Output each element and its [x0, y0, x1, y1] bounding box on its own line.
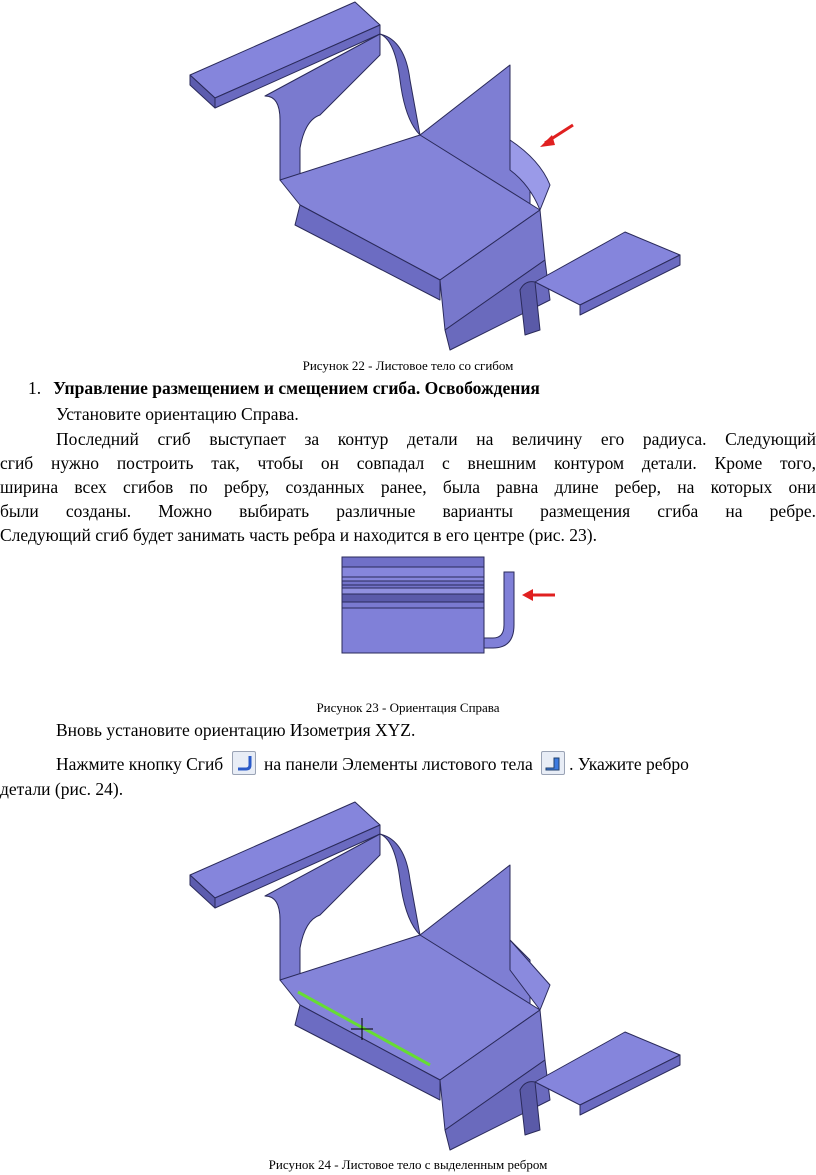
- paragraph-4: [56, 751, 816, 776]
- figure-24-selected-edge: [180, 800, 700, 1152]
- paragraph-4-part-c: . Укажите ребро: [569, 754, 689, 774]
- figure-22-sheet-body: [180, 0, 700, 352]
- paragraph-1: Установите ориентацию Справа.: [56, 404, 299, 424]
- figure-23-right-view: [330, 555, 570, 695]
- section-heading: [28, 378, 540, 399]
- section-number: 1.: [28, 378, 42, 398]
- sheet-body-panel-icon[interactable]: [541, 751, 565, 775]
- figure-24-caption: Рисунок 24 - Листовое тело с выделенным ребром: [268, 1157, 548, 1172]
- figure-22-caption: Рисунок 22 - Листовое тело со сгибом: [302, 358, 514, 373]
- paragraph-2-line-2: сгиб нужно построить так, чтобы он совпадал с внешним контуром детали. Кроме того,: [0, 453, 816, 473]
- figure-23-caption: Рисунок 23 - Ориентация Справа: [316, 700, 500, 715]
- paragraph-3: Вновь установите ориентацию Изометрия XYZ.: [56, 720, 416, 740]
- paragraph-2: [0, 427, 816, 547]
- paragraph-2-line-5: Следующий сгиб будет занимать часть ребра и находится в его центре (рис. 23).: [0, 525, 597, 545]
- paragraph-2-line-1: Последний сгиб выступает за контур детали на величину его радиуса. Следующий: [56, 429, 816, 449]
- bend-icon[interactable]: [232, 751, 256, 775]
- paragraph-2-line-3: ширина всех сгибов по ребру, созданных ранее, была равна длине ребер, на которых они: [0, 477, 816, 497]
- section-title: Управление размещением и смещением сгиба. Освобождения: [53, 378, 540, 398]
- paragraph-4-part-a: Нажмите кнопку Сгиб: [56, 754, 224, 774]
- paragraph-4-line-2: детали (рис. 24).: [0, 779, 124, 799]
- paragraph-4-part-b: на панели Элементы листового тела: [263, 754, 533, 774]
- paragraph-2-line-4: были созданы. Можно выбирать различные варианты размещения сгиба на ребре.: [0, 501, 816, 521]
